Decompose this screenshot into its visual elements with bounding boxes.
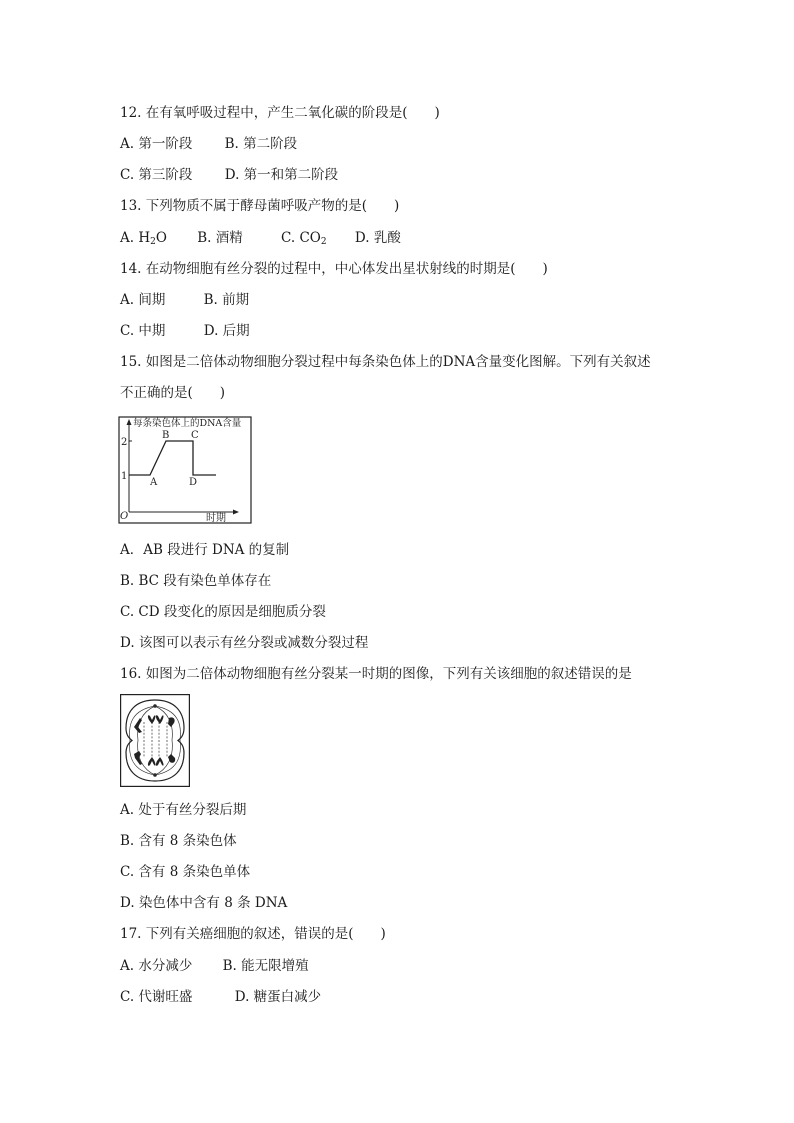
q16-stem: 16. 如图为二倍体动物细胞有丝分裂某一时期的图像，下列有关该细胞的叙述错误的是 [120, 666, 632, 682]
q15-option-a: A．AB 段进行 DNA 的复制 [120, 542, 290, 558]
y-tick-2: 2 [121, 437, 128, 448]
x-axis-label: 时期 [206, 513, 226, 524]
q16-option-b: B. 含有 8 条染色体 [120, 833, 237, 849]
q17-options-row2 [120, 988, 321, 1006]
origin-label: O [120, 511, 129, 522]
q12-options-row2 [120, 166, 338, 184]
q17-option-b: B. 能无限增殖 [222, 958, 309, 974]
q13-option-a: A. $H_2O$ [120, 230, 167, 247]
q16-option-d: D. 染色体中含有 8 条 DNA [120, 895, 288, 911]
q14-option-a: A. 间期 [120, 292, 166, 308]
q12-option-d: D. 第一和第二阶段 [224, 167, 339, 183]
q15-option-d: D. 该图可以表示有丝分裂或减数分裂过程 [120, 635, 369, 651]
q17-stem: 17. 下列有关癌细胞的叙述，错误的是( ) [120, 926, 386, 942]
q15-stem-line1: 15. 如图是二倍体动物细胞分裂过程中每条染色体上的DNA含量变化图解。下列有关叙述 [120, 354, 651, 370]
q17-option-c: C. 代谢旺盛 [120, 989, 193, 1005]
q13-stem: 13. 下列物质不属于酵母菌呼吸产物的是( ) [120, 198, 400, 214]
point-b-label: B [162, 430, 170, 441]
point-c-label: C [191, 430, 199, 441]
q15-stem-line2: 不正确的是( ) [120, 385, 226, 401]
y-tick-1: 1 [121, 471, 128, 482]
q17-options-row1 [120, 957, 309, 975]
q14-options-row2 [120, 322, 250, 340]
graph-frame [119, 417, 251, 523]
q13-option-d: D. 乳酸 [354, 230, 401, 246]
q14-stem: 14. 在动物细胞有丝分裂的过程中，中心体发出星状射线的时期是( ) [120, 261, 548, 277]
q15-option-b: B. BC 段有染色单体存在 [120, 573, 272, 589]
q14-options-row1 [120, 291, 249, 309]
q17-option-d: D. 糖蛋白减少 [234, 989, 322, 1005]
point-a-label: A [150, 477, 158, 488]
q14-option-c: C. 中期 [120, 323, 166, 339]
q16-option-a: A. 处于有丝分裂后期 [120, 802, 247, 818]
q16-cell-division-image [120, 694, 190, 787]
q13-option-b: B. 酒精 [197, 230, 243, 246]
q14-option-b: B. 前期 [203, 292, 250, 308]
q12-option-b: B. 第二阶段 [224, 136, 298, 152]
q12-options-row1 [120, 135, 297, 153]
image-frame [121, 695, 190, 787]
q13-option-c: C. $CO_2$ [281, 230, 327, 247]
q12-option-a: A. 第一阶段 [120, 136, 193, 152]
q15-dna-content-graph [118, 416, 252, 524]
q12-stem: 12. 在有氧呼吸过程中，产生二氧化碳的阶段是( ) [120, 105, 440, 121]
q13-options [120, 229, 401, 247]
q17-option-a: A. 水分减少 [120, 958, 193, 974]
q15-option-c: C. CD 段变化的原因是细胞质分裂 [120, 604, 326, 620]
q12-option-c: C. 第三阶段 [120, 167, 193, 183]
q14-option-d: D. 后期 [203, 323, 250, 339]
point-d-label: D [189, 477, 198, 488]
q16-option-c: C. 含有 8 条染色单体 [120, 864, 251, 880]
y-axis-label: 每条染色体上的DNA含量 [133, 418, 242, 429]
